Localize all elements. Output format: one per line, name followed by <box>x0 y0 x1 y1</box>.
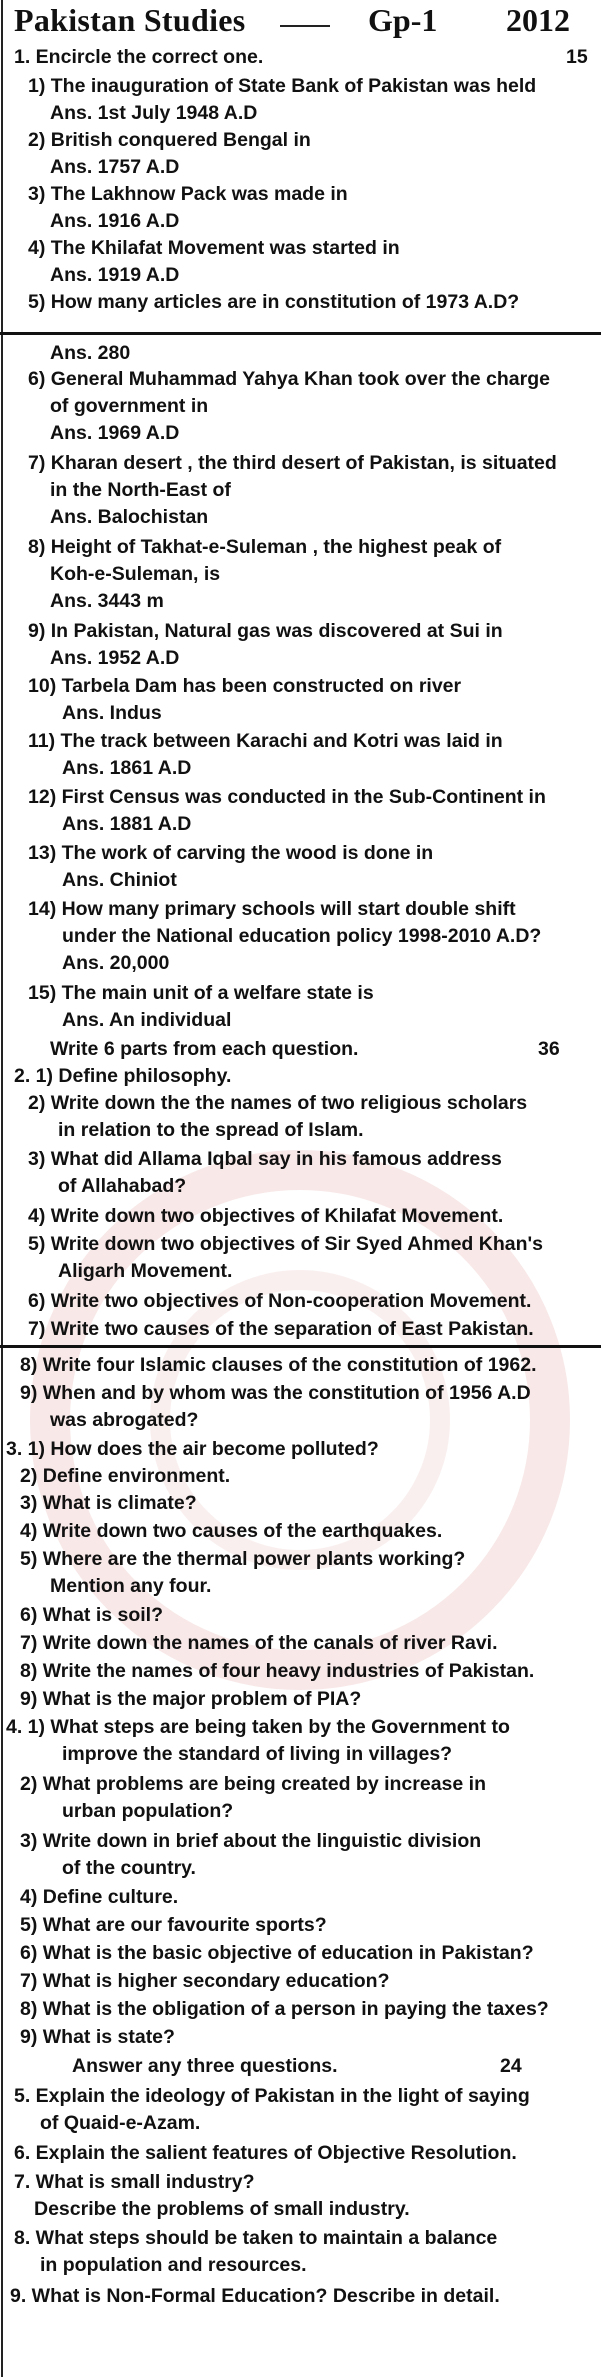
q4-item: 2) What problems are being created by increase in <box>20 1773 486 1795</box>
q4-item: 7) What is higher secondary education? <box>20 1970 390 1992</box>
q3-item: 2) Define environment. <box>20 1465 231 1487</box>
year-label: 2012 <box>506 2 570 38</box>
mcq-answer: Ans. 1861 A.D <box>62 757 192 779</box>
q1-marks: 15 <box>566 46 588 68</box>
mcq-question-cont: in the North-East of <box>50 479 231 501</box>
left-border <box>1 0 3 2377</box>
mcq-question: 2) British conquered Bengal in <box>28 129 311 151</box>
q2-item-cont: was abrogated? <box>50 1409 199 1431</box>
q2-item-cont: Aligarh Movement. <box>58 1260 233 1282</box>
mcq-question: 7) Kharan desert , the third desert of Pakistan, is situated <box>28 452 557 474</box>
q4-item: 9) What is state? <box>20 2026 175 2048</box>
long-question-cont: in population and resources. <box>40 2254 307 2276</box>
q3-item: 5) Where are the thermal power plants working? <box>20 1548 466 1570</box>
mcq-answer: Ans. 1916 A.D <box>50 210 180 232</box>
mcq-question: 6) General Muhammad Yahya Khan took over the charge <box>28 368 550 390</box>
mcq-question-cont: under the National education policy 1998-2010 A.D? <box>62 925 542 947</box>
mcq-question: 12) First Census was conducted in the Sub-Continent in <box>28 786 546 808</box>
q3-item: 4) Write down two causes of the earthquakes. <box>20 1520 443 1542</box>
mcq-answer: Ans. 280 <box>50 342 131 364</box>
mcq-question: 3) The Lakhnow Pack was made in <box>28 183 348 205</box>
mcq-question-cont: of government in <box>50 395 209 417</box>
q3-item-cont: Mention any four. <box>50 1575 212 1597</box>
mcq-question: 8) Height of Takhat-e-Suleman , the highest peak of <box>28 536 502 558</box>
short-questions-marks: 36 <box>538 1038 560 1060</box>
mcq-answer: Ans. 1757 A.D <box>50 156 180 178</box>
group-label: Gp-1 <box>368 2 438 38</box>
mcq-answer: Ans. 20,000 <box>62 952 170 974</box>
q2-item: 9) When and by whom was the constitution of 1956 A.D <box>20 1382 531 1404</box>
mcq-answer: Ans. Chiniot <box>62 869 177 891</box>
long-question: 8. What steps should be taken to maintain a balance <box>14 2227 498 2249</box>
section-divider <box>0 332 601 335</box>
q3-item: 3) What is climate? <box>20 1492 197 1514</box>
mcq-question: 11) The track between Karachi and Kotri was laid in <box>28 730 503 752</box>
q3-item: 3. 1) How does the air become polluted? <box>6 1438 379 1460</box>
section-divider <box>0 1345 601 1348</box>
q3-item: 8) Write the names of four heavy industries of Pakistan. <box>20 1660 535 1682</box>
long-question: 7. What is small industry? <box>14 2171 255 2193</box>
long-question: 9. What is Non-Formal Education? Describe in detail. <box>10 2285 500 2307</box>
long-question-cont: of Quaid-e-Azam. <box>40 2112 201 2134</box>
short-questions-instruction: Write 6 parts from each question. <box>50 1038 359 1060</box>
mcq-question: 9) In Pakistan, Natural gas was discovered at Sui in <box>28 620 503 642</box>
q3-item: 7) Write down the names of the canals of river Ravi. <box>20 1632 498 1654</box>
mcq-question-cont: Koh-e-Suleman, is <box>50 563 221 585</box>
q3-item: 6) What is soil? <box>20 1604 164 1626</box>
q4-item-cont: of the country. <box>62 1857 196 1879</box>
mcq-question: 13) The work of carving the wood is done in <box>28 842 434 864</box>
q4-item-cont: improve the standard of living in villages? <box>62 1743 453 1765</box>
q2-item: 2) Write down the the names of two religious scholars <box>28 1092 528 1114</box>
long-questions-instruction: Answer any three questions. <box>72 2055 338 2077</box>
long-question: 6. Explain the salient features of Objective Resolution. <box>14 2142 517 2164</box>
q4-item: 8) What is the obligation of a person in paying the taxes? <box>20 1998 549 2020</box>
long-questions-marks: 24 <box>500 2055 522 2077</box>
mcq-answer: Ans. Indus <box>62 702 162 724</box>
mcq-question: 10) Tarbela Dam has been constructed on river <box>28 675 462 697</box>
mcq-answer: Ans. An individual <box>62 1009 232 1031</box>
q4-item: 4) Define culture. <box>20 1886 179 1908</box>
mcq-answer: Ans. 1881 A.D <box>62 813 192 835</box>
q1-title: 1. Encircle the correct one. <box>14 46 264 68</box>
long-question-cont: Describe the problems of small industry. <box>34 2198 410 2220</box>
long-question: 5. Explain the ideology of Pakistan in the light of saying <box>14 2085 530 2107</box>
q2-item: 5) Write down two objectives of Sir Syed Ahmed Khan's <box>28 1233 543 1255</box>
mcq-answer: Ans. 3443 m <box>50 590 164 612</box>
mcq-question: 4) The Khilafat Movement was started in <box>28 237 400 259</box>
mcq-question: 14) How many primary schools will start double shift <box>28 898 516 920</box>
mcq-answer: Ans. Balochistan <box>50 506 209 528</box>
q2-item: 2. 1) Define philosophy. <box>14 1065 232 1087</box>
subject-title: Pakistan Studies <box>14 2 246 38</box>
header-underline <box>280 25 330 27</box>
q2-item: 6) Write two objectives of Non-cooperation Movement. <box>28 1290 532 1312</box>
mcq-answer: Ans. 1952 A.D <box>50 647 180 669</box>
q4-item-cont: urban population? <box>62 1800 234 1822</box>
paper-header <box>0 0 601 42</box>
q4-item: 3) Write down in brief about the linguistic division <box>20 1830 482 1852</box>
q4-item: 6) What is the basic objective of education in Pakistan? <box>20 1942 534 1964</box>
q2-item: 3) What did Allama Iqbal say in his famous address <box>28 1148 502 1170</box>
q4-item: 5) What are our favourite sports? <box>20 1914 327 1936</box>
mcq-answer: Ans. 1st July 1948 A.D <box>50 102 258 124</box>
mcq-question: 5) How many articles are in constitution of 1973 A.D? <box>28 291 520 313</box>
q2-item-cont: of Allahabad? <box>58 1175 187 1197</box>
mcq-answer: Ans. 1919 A.D <box>50 264 180 286</box>
q2-item: 8) Write four Islamic clauses of the constitution of 1962. <box>20 1354 537 1376</box>
q2-item: 4) Write down two objectives of Khilafat Movement. <box>28 1205 504 1227</box>
q3-item: 9) What is the major problem of PIA? <box>20 1688 362 1710</box>
mcq-question: 1) The inauguration of State Bank of Pakistan was held <box>28 75 537 97</box>
mcq-question: 15) The main unit of a welfare state is <box>28 982 374 1004</box>
q4-item: 4. 1) What steps are being taken by the Government to <box>6 1716 510 1738</box>
q2-item-cont: in relation to the spread of Islam. <box>58 1119 364 1141</box>
q2-item: 7) Write two causes of the separation of East Pakistan. <box>28 1318 534 1340</box>
mcq-answer: Ans. 1969 A.D <box>50 422 180 444</box>
